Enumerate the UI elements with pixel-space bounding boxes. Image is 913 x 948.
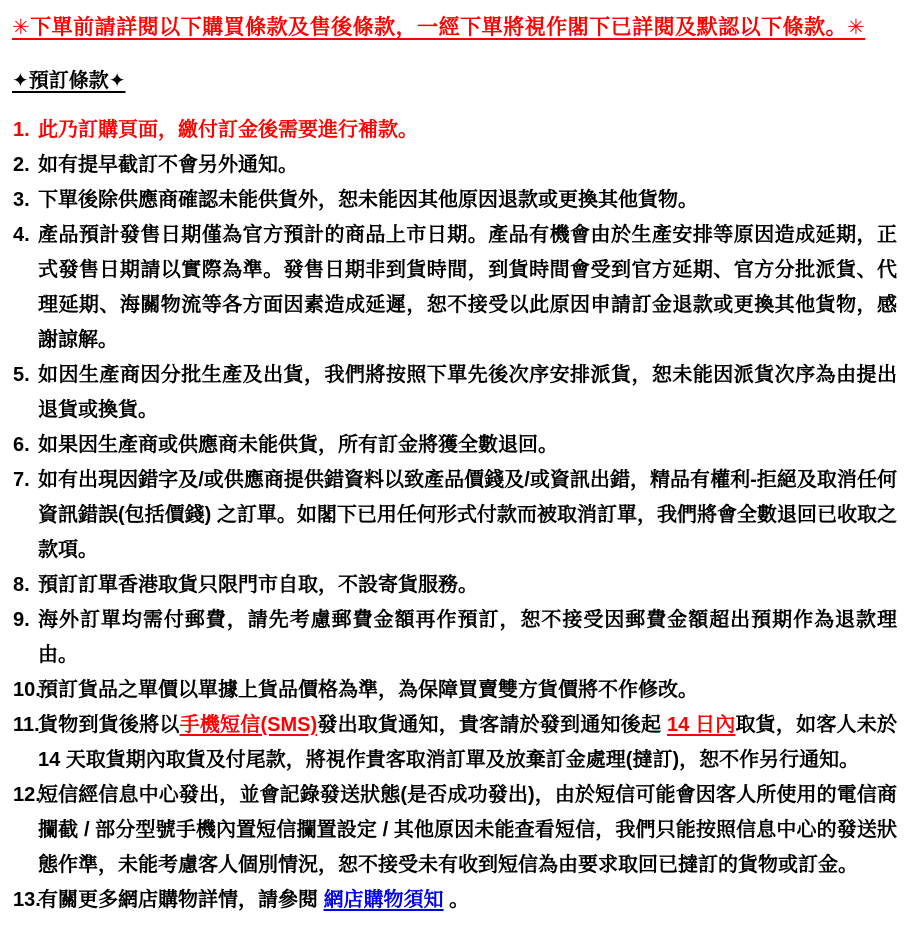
term-item-3 xyxy=(10,183,903,218)
term-text: 如有出現因錯字及/或供應商提供錯資料以致產品價錢及/或資訊出錯，精品有權利-拒絕及取消任何資訊錯誤(包括價錢) 之訂單。如閣下已用任何形式付款而被取消訂單，我們將會全數退回已收取之款項。 xyxy=(38,469,897,562)
term-text: 此乃訂購頁面，繳付訂金後需要進行補款。 xyxy=(38,119,418,142)
term-item-13 xyxy=(10,883,903,918)
term-item-12 xyxy=(10,778,903,883)
term-item-5 xyxy=(10,358,903,428)
term-item-10 xyxy=(10,673,903,708)
term-number: 9. xyxy=(13,609,30,632)
term-text-segment: 。 xyxy=(443,889,470,912)
term-text: 產品預計發售日期僅為官方預計的商品上市日期。產品有機會由於生產安排等原因造成延期，正式發售日期請以實際為準。發售日期非到貨時間，到貨時間會受到官方延期、官方分批派貨、代理延期、海關物流等各方面因素造成延遲，恕不接受以此原因申請訂金退款或更換其他貨物，感謝諒解。 xyxy=(38,224,897,352)
term-text-segment: 取貨，如客人未於 14 天取貨期內取貨及付尾款，將視作貴客取消訂單及放棄訂金處理(撻訂)，恕不作另行通知。 xyxy=(38,714,898,772)
warning-header: ✳下單前請詳閱以下購買條款及售後條款，一經下單將視作閣下已詳閱及默認以下條款。✳ xyxy=(12,16,866,39)
term-item-7 xyxy=(10,463,903,568)
term-number: 13. xyxy=(13,889,41,912)
term-item-2 xyxy=(10,148,903,183)
term-text: 海外訂單均需付郵費，請先考慮郵費金額再作預訂，恕不接受因郵費金額超出預期作為退款理由。 xyxy=(38,609,897,667)
term-item-11 xyxy=(10,708,903,778)
term-number: 5. xyxy=(13,364,30,387)
term-text: 如因生產商因分批生產及出貨，我們將按照下單先後次序安排派貨，恕未能因派貨次序為由提出退貨或換貨。 xyxy=(38,364,897,422)
term-number: 12. xyxy=(13,784,41,807)
pickup-deadline-highlight: 14 日內 xyxy=(666,714,736,737)
term-item-8 xyxy=(10,568,903,603)
term-number: 8. xyxy=(13,574,30,597)
term-number: 7. xyxy=(13,469,30,492)
section-title-row xyxy=(10,42,903,93)
term-text: 預訂訂單香港取貨只限門市自取，不設寄貨服務。 xyxy=(38,574,478,597)
term-text-segment: 貨物到貨後將以 xyxy=(38,714,180,737)
store-shopping-guide-link[interactable]: 網店購物須知 xyxy=(323,889,444,912)
term-text xyxy=(38,708,897,778)
term-text xyxy=(38,883,897,918)
term-item-9 xyxy=(10,603,903,673)
term-number: 4. xyxy=(13,224,30,247)
term-text: 預訂貨品之單價以單據上貨品價格為準，為保障買賣雙方貨價將不作修改。 xyxy=(38,679,698,702)
term-number: 1. xyxy=(13,119,30,142)
term-item-6 xyxy=(10,428,903,463)
term-item-4 xyxy=(10,218,903,358)
term-number: 3. xyxy=(13,189,30,212)
term-number: 11. xyxy=(13,714,40,737)
term-text: 如果因生產商或供應商未能供貨，所有訂金將獲全數退回。 xyxy=(38,434,558,457)
terms-list xyxy=(10,113,903,918)
section-title-preorder-terms: ✦預訂條款✦ xyxy=(12,70,126,93)
term-text: 如有提早截訂不會另外通知。 xyxy=(38,154,298,177)
term-text: 短信經信息中心發出，並會記錄發送狀態(是否成功發出)，由於短信可能會因客人所使用的電信商攔截 / 部分型號手機內置短信攔置設定 / 其他原因未能查看短信，我們只能按照信息中心的發送狀態作準，未能考慮客人個別情況，恕不接受未有收到短信為由要求取回已撻訂的貨物或訂金。 xyxy=(38,784,897,877)
term-text-segment: 發出取貨通知，貴客請於發到通知後起 xyxy=(317,714,667,737)
term-text: 下單後除供應商確認未能供貨外，恕未能因其他原因退款或更換其他貨物。 xyxy=(38,189,698,212)
term-number: 10. xyxy=(13,679,41,702)
term-item-1 xyxy=(10,113,903,148)
term-text-segment: 有關更多網店購物詳情，請參閱 xyxy=(38,889,324,912)
term-number: 6. xyxy=(13,434,30,457)
sms-notice-highlight: 手機短信(SMS) xyxy=(179,714,318,737)
term-number: 2. xyxy=(13,154,30,177)
